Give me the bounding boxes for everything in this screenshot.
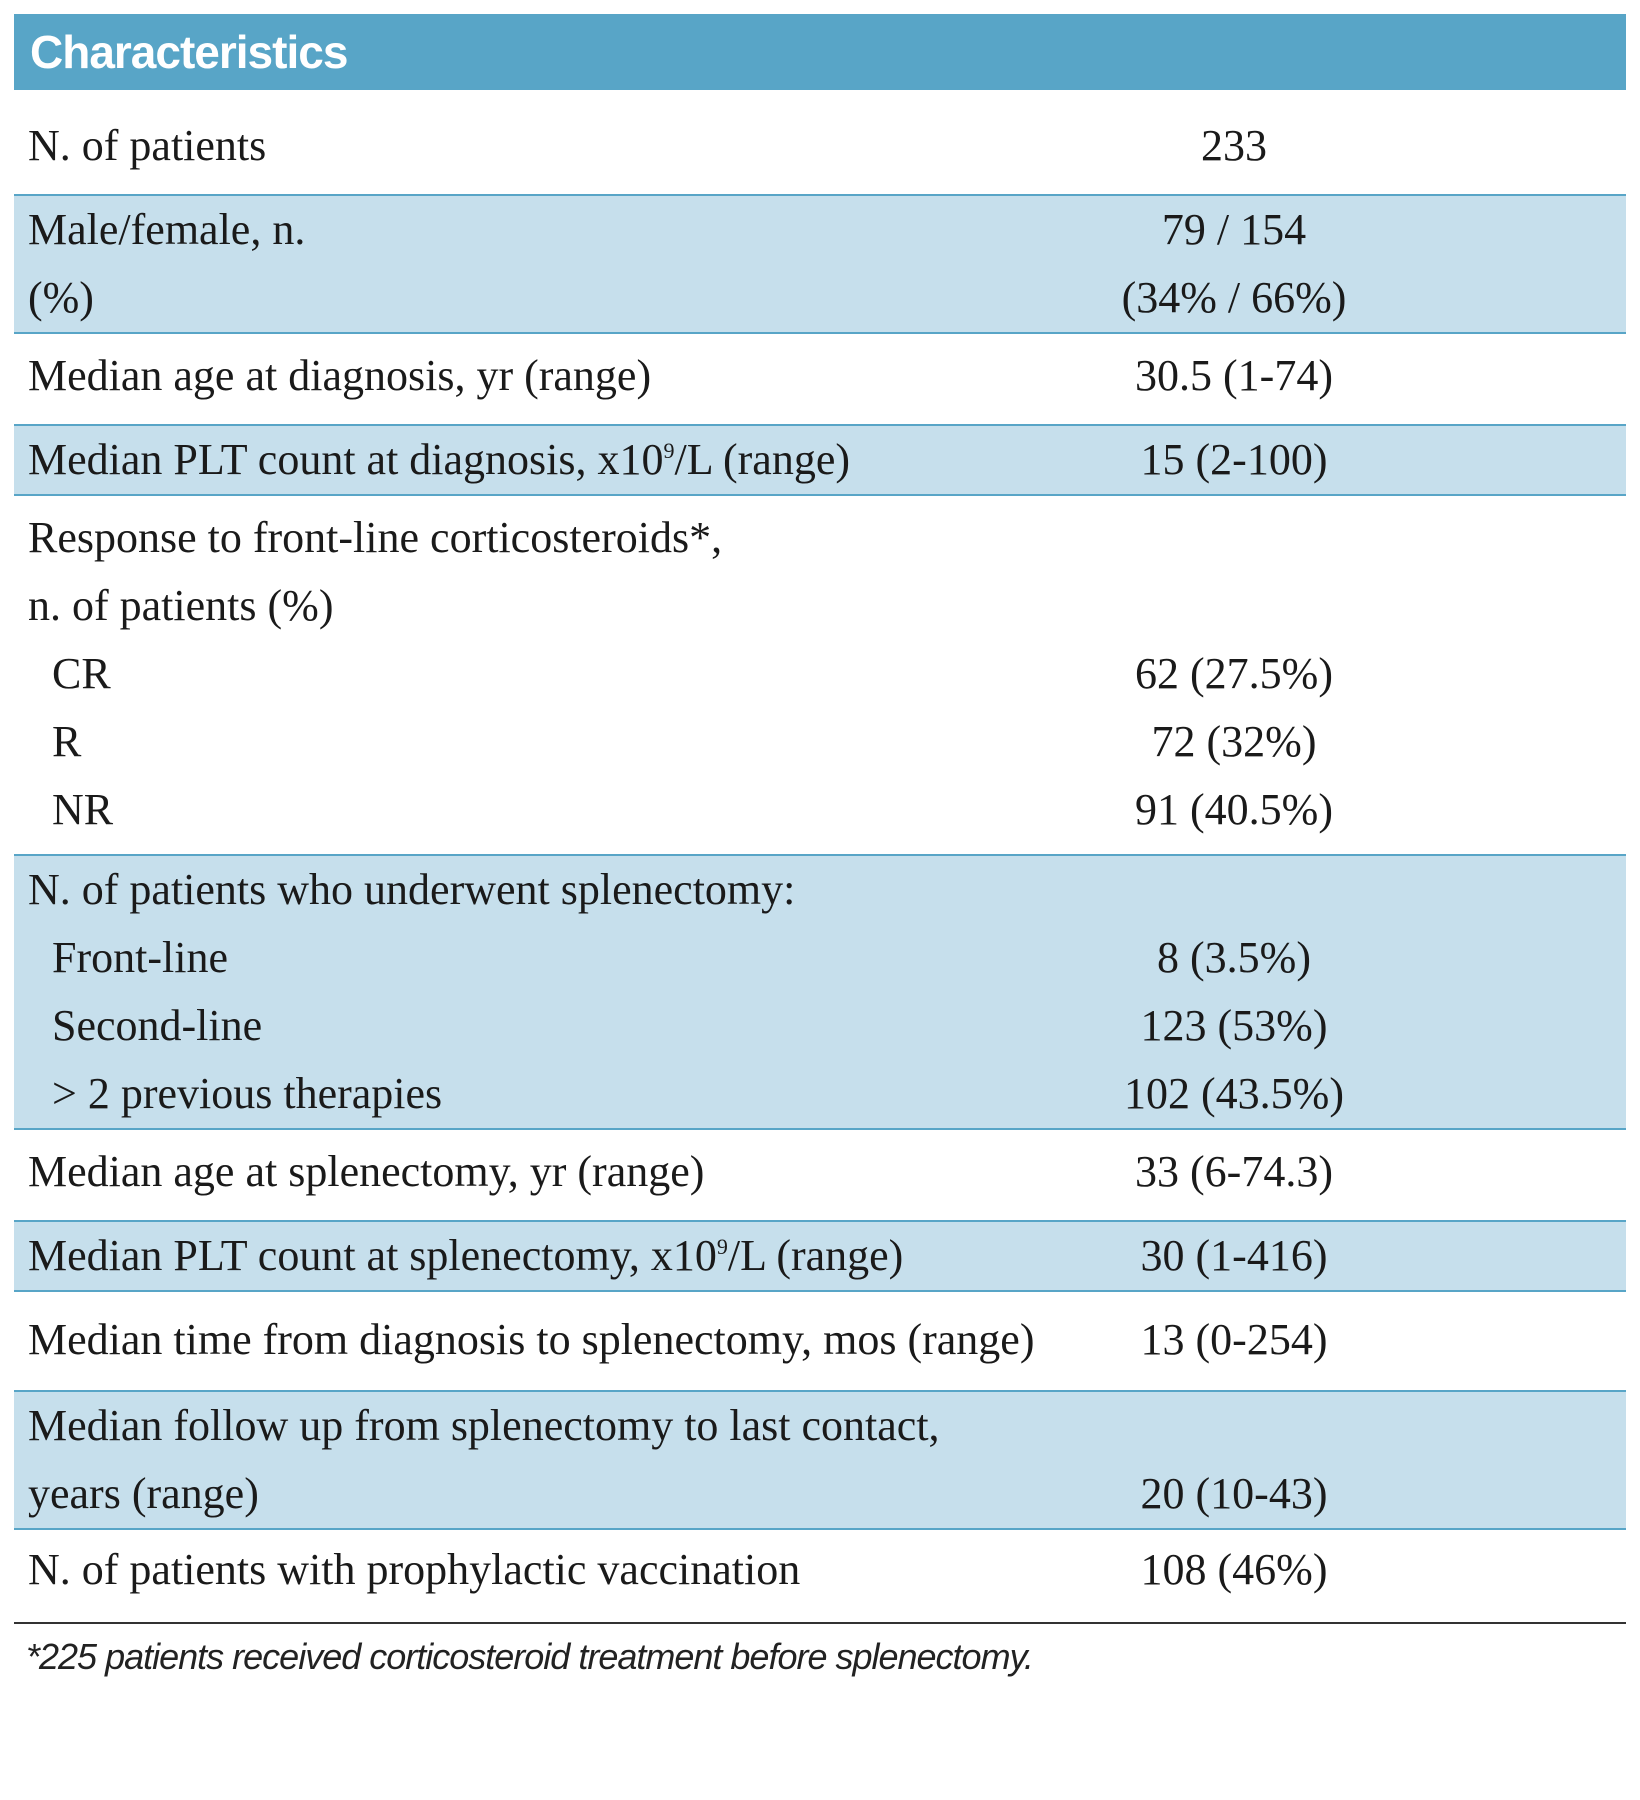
row-value: 30.5 (1-74) — [1135, 351, 1333, 400]
row-value: 72 (32%) — [1151, 717, 1317, 766]
row-label: n. of patients (%) — [28, 581, 334, 630]
table-row — [14, 496, 1626, 856]
row-label: Median follow up from splenectomy to last contact, — [28, 1401, 940, 1450]
table-row — [14, 334, 1626, 426]
row-label: years (range) — [28, 1469, 259, 1518]
table-row — [14, 196, 1626, 334]
row-sublabel: Front-line — [52, 933, 228, 982]
table-row — [14, 90, 1626, 196]
row-label: Median time from diagnosis to splenectomy, mos (range) — [28, 1315, 1035, 1364]
row-label: N. of patients — [28, 121, 267, 170]
row-value: 13 (0-254) — [1140, 1315, 1328, 1364]
row-value: 62 (27.5%) — [1135, 649, 1333, 698]
header-title: Characteristics — [30, 26, 348, 78]
row-sublabel: NR — [52, 785, 114, 834]
row-value: 108 (46%) — [1140, 1545, 1328, 1594]
row-label: N. of patients with prophylactic vaccination — [28, 1545, 801, 1594]
row-label: Median PLT count at diagnosis, $x10^9/L$ (range) — [28, 435, 851, 484]
footnote-divider — [14, 1622, 1626, 1624]
row-label: Median PLT count at splenectomy, $x10^9/L$ (range) — [28, 1231, 904, 1280]
table-row — [14, 1392, 1626, 1530]
row-label: Response to front-line corticosteroids*, — [28, 513, 723, 562]
row-value: 91 (40.5%) — [1135, 785, 1333, 834]
table-row — [14, 1130, 1626, 1222]
row-label: Male/female, n. — [28, 205, 306, 254]
row-sublabel: CR — [52, 649, 111, 698]
table-row — [14, 856, 1626, 1130]
table-footnote: *225 patients received corticosteroid treatment before splenectomy. — [26, 1636, 1033, 1677]
row-label: (%) — [28, 273, 94, 322]
row-value: 8 (3.5%) — [1157, 933, 1311, 982]
row-sublabel: R — [52, 717, 82, 766]
table-header — [14, 14, 1626, 90]
row-value: 79 / 154 — [1161, 205, 1307, 254]
characteristics-table — [14, 14, 1626, 1678]
row-value: (34% / 66%) — [1121, 273, 1347, 322]
row-value: 102 (43.5%) — [1124, 1069, 1344, 1118]
table-row — [14, 1292, 1626, 1392]
row-value: 20 (10-43) — [1140, 1469, 1328, 1518]
row-label: Median age at splenectomy, yr (range) — [28, 1147, 705, 1196]
row-sublabel: > 2 previous therapies — [52, 1069, 443, 1118]
row-value: 15 (2-100) — [1140, 435, 1328, 484]
row-label: N. of patients who underwent splenectomy: — [28, 865, 796, 914]
table-row — [14, 1222, 1626, 1292]
table-row — [14, 1530, 1626, 1604]
row-value: 30 (1-416) — [1140, 1231, 1328, 1280]
row-value: 33 (6-74.3) — [1135, 1147, 1333, 1196]
row-value: 123 (53%) — [1140, 1001, 1328, 1050]
table-row — [14, 426, 1626, 496]
row-value: 233 — [1201, 121, 1267, 170]
row-sublabel: Second-line — [52, 1001, 263, 1050]
row-label: Median age at diagnosis, yr (range) — [28, 351, 652, 400]
